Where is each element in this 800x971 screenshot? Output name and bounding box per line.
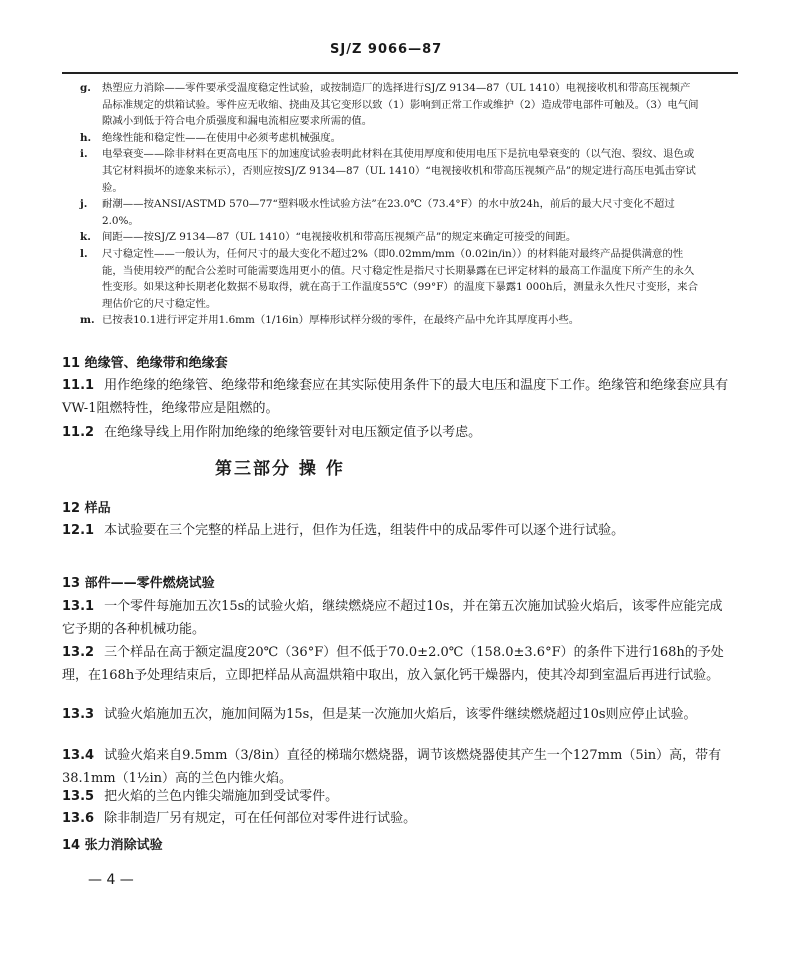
- para-13-3: 13.3 试验火焰施加五次，施加间隔为15s，但是某一次施加火焰后，该零件继续燃烧超过10s则应停止试验。: [62, 707, 697, 722]
- section-14-title: 14 张力消除试验: [62, 838, 163, 853]
- doc-number: SJ/Z 9066—87: [330, 42, 443, 57]
- clause-l: l. 尺寸稳定性——一般认为，任何尺寸的最大变化不超过2%（即0.02mm/mm（0.02in/in））的材料能对最终产品提供满意的性能，当使用较严的配合公差时可能需要选用更小的值。尺寸稳定性是指尺寸长期暴露在已评定材料的最高工作温度下所产生的永久性变形。如果这种长期老化数据不易取得，就在高于工作温度55℃（99°F）的温度下暴露1 000h后，测量永久性尺寸变形，来合理估价它的尺寸稳定性。: [80, 247, 699, 310]
- para-11-1: 11.1 用作绝缘的绝缘管、绝缘带和绝缘套应在其实际使用条件下的最大电压和温度下工作。绝缘管和绝缘套应具有VW-1阻燃特性，绝缘带应是阻燃的。: [62, 378, 729, 416]
- section-13-title: 13 部件——零件燃烧试验: [62, 576, 215, 591]
- para-13-1: 13.1 一个零件每施加五次15s的试验火焰，继续燃烧应不超过10s，并在第五次施加试验火焰后，该零件应能完成它予期的各种机械功能。: [62, 599, 723, 637]
- clause-m: m. 已按表10.1进行评定并用1.6mm（1/16in）厚棒形试样分级的零件，在最终产品中允许其厚度再小些。: [80, 314, 580, 327]
- clause-list: [80, 80, 700, 329]
- section-12-title: 12 样品: [62, 501, 111, 516]
- para-11-2: 11.2 在绝缘导线上用作附加绝缘的绝缘管要针对电压额定值予以考虑。: [62, 425, 482, 440]
- para-12-1: 12.1 本试验要在三个完整的样品上进行，但作为任选，组装件中的成品零件可以逐个进行试验。: [62, 523, 625, 538]
- clause-i: i. 电晕衰变——除非材料在更高电压下的加速度试验表明此材料在其使用厚度和使用电压下是抗电晕衰变的（以气泡、裂纹、退色或其它材料损坏的迹象来标示），否则应按SJ/Z 9134—87（UL 1410）“电视接收机和带高压视频产品”的规定进行高压电弧击穿试验。: [80, 148, 696, 194]
- para-13-6: 13.6 除非制造厂另有规定，可在任何部位对零件进行试验。: [62, 811, 417, 826]
- section-11-title: 11 绝缘管、绝缘带和绝缘套: [62, 356, 228, 371]
- clause-j: j. 耐潮——按ANSI/ASTMD 570—77“塑料吸水性试验方法”在23.0℃（73.4°F）的水中放24h，前后的最大尺寸变化不超过2.0%。: [80, 198, 675, 227]
- para-13-5: 13.5 把火焰的兰色内锥尖端施加到受试零件。: [62, 789, 339, 804]
- clause-k: k. 间距——按SJ/Z 9134—87（UL 1410）“电视接收机和带高压视频产品”的规定来确定可接受的间距。: [80, 231, 577, 244]
- para-13-4: 13.4 试验火焰来自9.5mm（3/8in）直径的梯瑞尔燃烧器，调节该燃烧器使其产生一个127mm（5in）高，带有38.1mm（1½in）高的兰色内锥火焰。: [62, 748, 722, 786]
- page-number: — 4 —: [88, 872, 134, 888]
- header-rule: [62, 72, 738, 74]
- para-13-2: 13.2 三个样品在高于额定温度20℃（36°F）但不低于70.0±2.0℃（158.0±3.6°F）的条件下进行168h的予处理，在168h予处理结束后，立即把样品从高温烘箱中取出，放入氯化钙干燥器内，使其冷却到室温后再进行试验。: [62, 645, 724, 683]
- clause-g: g. 热塑应力消除——零件要承受温度稳定性试验，或按制造厂的选择进行SJ/Z 9134—87（UL 1410）电视接收机和带高压视频产品标准规定的烘箱试验。零件应无收缩、挠曲及其它变形以致（1）影响到正常工作或维护（2）造成带电部件可触及。（3）电气间隙减小到低于符合电介质强度和漏电流相应要求所需的值。: [80, 82, 699, 128]
- clause-h: h. 绝缘性能和稳定性——在使用中必须考虑机械强度。: [80, 131, 341, 144]
- part-three-title: 第三部分 操 作: [215, 459, 345, 479]
